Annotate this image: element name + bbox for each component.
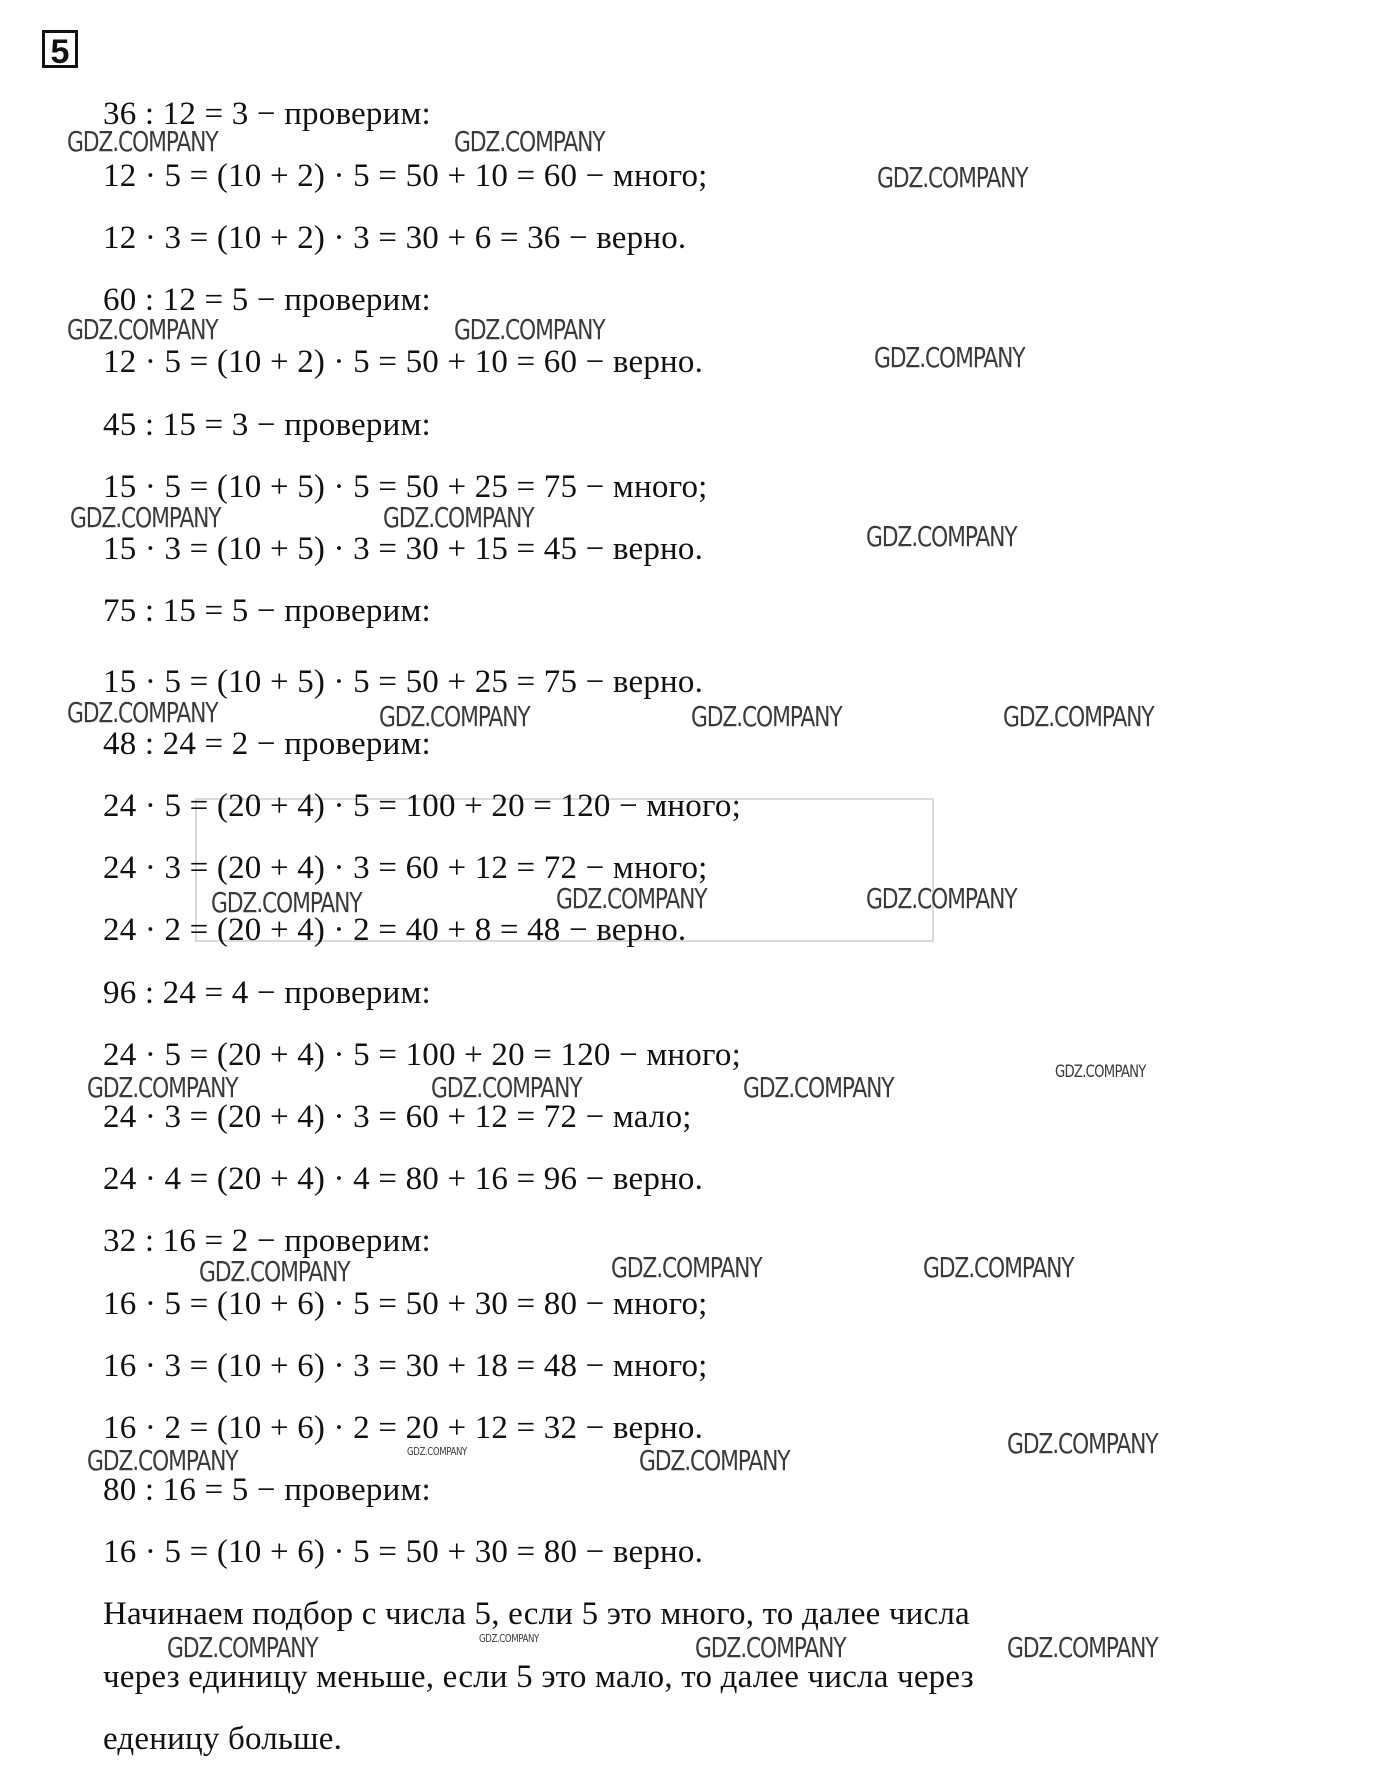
watermark: GDZ.COMPANY (611, 1251, 762, 1284)
text-line: 15 · 5 = (10 + 5) · 5 = 50 + 25 = 75 − много; (103, 469, 708, 505)
text-line: 12 · 5 = (10 + 2) · 5 = 50 + 10 = 60 − много; (103, 158, 708, 194)
text-line: 24 · 3 = (20 + 4) · 3 = 60 + 12 = 72 − мало; (103, 1099, 692, 1135)
text-line: 16 · 5 = (10 + 6) · 5 = 50 + 30 = 80 − много; (103, 1286, 708, 1322)
watermark: GDZ.COMPANY (454, 313, 605, 346)
watermark: GDZ.COMPANY (1003, 700, 1154, 733)
watermark: GDZ.COMPANY (874, 341, 1025, 374)
text-line: 16 · 2 = (10 + 6) · 2 = 20 + 12 = 32 − верно. (103, 1410, 704, 1446)
text-line: 16 · 3 = (10 + 6) · 3 = 30 + 18 = 48 − много; (103, 1348, 708, 1384)
watermark: GDZ.COMPANY (691, 700, 842, 733)
watermark: GDZ.COMPANY (479, 1632, 539, 1645)
task-number: 5 (42, 30, 78, 68)
watermark: GDZ.COMPANY (454, 125, 605, 158)
watermark: GDZ.COMPANY (67, 313, 218, 346)
text-line: 24 · 5 = (20 + 4) · 5 = 100 + 20 = 120 − много; (103, 1037, 741, 1073)
watermark: GDZ.COMPANY (923, 1251, 1074, 1284)
text-line: 36 : 12 = 3 − проверим: (103, 96, 431, 132)
watermark: GDZ.COMPANY (383, 501, 534, 534)
watermark: GDZ.COMPANY (877, 161, 1028, 194)
text-line: 24 · 5 = (20 + 4) · 5 = 100 + 20 = 120 − много; (103, 788, 741, 824)
text-line: 12 · 3 = (10 + 2) · 3 = 30 + 6 = 36 − верно. (103, 220, 687, 256)
watermark: GDZ.COMPANY (67, 696, 218, 729)
watermark: GDZ.COMPANY (87, 1071, 238, 1104)
text-line: 48 : 24 = 2 − проверим: (103, 726, 431, 762)
text-line: еденицу больше. (103, 1721, 343, 1757)
text-line: 24 · 2 = (20 + 4) · 2 = 40 + 8 = 48 − верно. (103, 912, 687, 948)
watermark: GDZ.COMPANY (743, 1071, 894, 1104)
text-line: 24 · 3 = (20 + 4) · 3 = 60 + 12 = 72 − много; (103, 850, 708, 886)
text-line: 32 : 16 = 2 − проверим: (103, 1223, 431, 1259)
text-line: 75 : 15 = 5 − проверим: (103, 593, 431, 629)
text-line: 12 · 5 = (10 + 2) · 5 = 50 + 10 = 60 − верно. (103, 344, 704, 380)
text-line: 45 : 15 = 3 − проверим: (103, 407, 431, 443)
watermark: GDZ.COMPANY (1055, 1062, 1146, 1082)
text-line: 96 : 24 = 4 − проверим: (103, 975, 431, 1011)
watermark: GDZ.COMPANY (866, 520, 1017, 553)
text-line: 60 : 12 = 5 − проверим: (103, 282, 431, 318)
text-line: через единицу меньше, если 5 это мало, то далее числа через (103, 1659, 974, 1695)
watermark: GDZ.COMPANY (70, 501, 221, 534)
watermark: GDZ.COMPANY (639, 1444, 790, 1477)
watermark: GDZ.COMPANY (1007, 1427, 1158, 1460)
watermark: GDZ.COMPANY (199, 1255, 350, 1288)
watermark: GDZ.COMPANY (556, 882, 707, 915)
watermark: GDZ.COMPANY (167, 1631, 318, 1664)
text-line: 24 · 4 = (20 + 4) · 4 = 80 + 16 = 96 − верно. (103, 1161, 704, 1197)
watermark: GDZ.COMPANY (695, 1631, 846, 1664)
watermark: GDZ.COMPANY (87, 1444, 238, 1477)
watermark: GDZ.COMPANY (1007, 1631, 1158, 1664)
text-line: 80 : 16 = 5 − проверим: (103, 1472, 431, 1508)
text-line: 15 · 5 = (10 + 5) · 5 = 50 + 25 = 75 − верно. (103, 664, 704, 700)
watermark: GDZ.COMPANY (67, 125, 218, 158)
watermark: GDZ.COMPANY (379, 700, 530, 733)
watermark: GDZ.COMPANY (866, 882, 1017, 915)
watermark: GDZ.COMPANY (211, 886, 362, 919)
watermark: GDZ.COMPANY (407, 1445, 467, 1458)
text-line: Начинаем подбор с числа 5, если 5 это много, то далее числа (103, 1596, 970, 1632)
text-line: 16 · 5 = (10 + 6) · 5 = 50 + 30 = 80 − верно. (103, 1534, 704, 1570)
text-line: 15 · 3 = (10 + 5) · 3 = 30 + 15 = 45 − верно. (103, 531, 704, 567)
watermark: GDZ.COMPANY (431, 1071, 582, 1104)
